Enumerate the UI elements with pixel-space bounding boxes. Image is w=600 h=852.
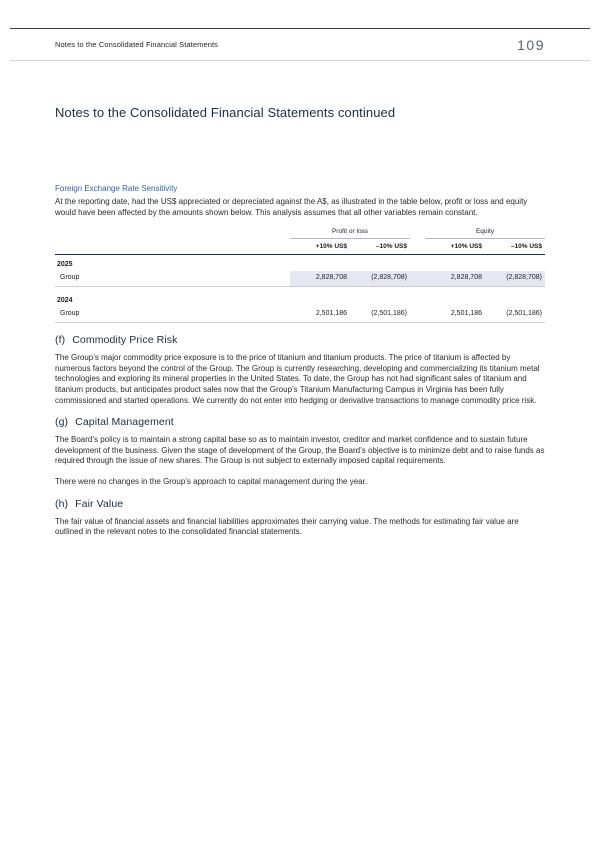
capital-management-paragraph-1: The Board’s policy is to maintain a strong capital base so as to maintain investor, creditor and market confidence and to sustain future development of the business. Given the stage of development of the Group, the Board’s objective is to minimize debt and to raise funds as required through the issue of new shares. The Group is not subject to externally imposed capital requirements. <box>55 435 545 466</box>
section-letter: (g) <box>55 416 69 429</box>
spacer-cell <box>410 239 425 255</box>
cell-value: (2,501,186) <box>350 307 410 323</box>
fx-sensitivity-heading: Foreign Exchange Rate Sensitivity <box>55 184 178 193</box>
section-title: Commodity Price Risk <box>72 334 178 347</box>
table-row-group-2024 <box>55 307 545 323</box>
year-row-2024 <box>55 287 545 308</box>
page-title: Notes to the Consolidated Financial Statements continued <box>55 105 396 120</box>
fx-sensitivity-table <box>55 228 545 323</box>
cell-value: (2,828,708) <box>350 271 410 287</box>
cell-value: 2,501,186 <box>425 307 485 323</box>
col-header-minus10-pl: –10% US$ <box>350 239 410 255</box>
col-group-profit-loss: Profit or loss <box>290 228 410 239</box>
table-column-header-row <box>55 239 545 255</box>
section-heading-commodity-price-risk <box>55 334 545 346</box>
row-label: Group <box>55 271 290 287</box>
fair-value-paragraph: The fair value of financial assets and financial liabilities approximates their carrying value. The methods for estimating fair value are outlined in the relevant notes to the consolidated financial statements. <box>55 516 519 537</box>
page-header <box>10 28 590 61</box>
row-label: Group <box>55 307 290 323</box>
section-heading-capital-management <box>55 416 545 428</box>
section-title: Fair Value <box>75 497 124 510</box>
table-row-group-2025 <box>55 271 545 287</box>
fx-intro-paragraph: At the reporting date, had the US$ appreciated or depreciated against the A$, as illustrated in the table below, profit or loss and equity would have been affected by the amounts shown below. This analysis assumes that all other variables remain constant. <box>55 197 528 217</box>
col-header-minus10-eq: –10% US$ <box>485 239 545 255</box>
spacer-cell <box>410 228 425 239</box>
section-letter: (h) <box>55 497 69 510</box>
section-letter: (f) <box>55 334 66 347</box>
empty-cell <box>55 239 290 255</box>
section-heading-fair-value <box>55 498 545 510</box>
page-number: 109 <box>517 36 545 53</box>
cell-value: (2,501,186) <box>485 307 545 323</box>
cell-value: 2,828,708 <box>290 271 350 287</box>
spacer-cell <box>410 271 425 287</box>
running-header-title: Notes to the Consolidated Financial Statements <box>55 40 219 49</box>
cell-value: (2,828,708) <box>485 271 545 287</box>
col-header-plus10-pl: +10% US$ <box>290 239 350 255</box>
year-label: 2025 <box>57 261 73 269</box>
cell-value: 2,501,186 <box>290 307 350 323</box>
year-label: 2024 <box>57 297 73 305</box>
col-group-equity: Equity <box>425 228 545 239</box>
empty-cell <box>55 228 290 239</box>
header-row <box>10 29 590 60</box>
page-content <box>0 105 600 538</box>
year-row-2025 <box>55 255 545 272</box>
table-group-header-row <box>55 228 545 239</box>
capital-management-paragraph-2: There were no changes in the Group’s approach to capital management during the year. <box>55 476 368 486</box>
col-header-plus10-eq: +10% US$ <box>425 239 485 255</box>
cell-value: 2,828,708 <box>425 271 485 287</box>
commodity-price-risk-paragraph: The Group’s major commodity price exposure is to the price of titanium and titanium products. The price of titanium is affected by numerous factors beyond the control of the Group. The Group is currently researching, developing and commercializing its titanium metal technologies and exploring its mineral properties in the United States. To date, the Group has not had significant sales of titanium and titanium products, but anticipates product sales now that the Group’s Titanium Manufacturing Campus in Virginia has been fully commissioned and started operations. We currently do not enter into hedging or derivative transactions to manage commodity price risk. <box>55 353 540 405</box>
section-title: Capital Management <box>75 416 174 429</box>
spacer-cell <box>410 307 425 323</box>
